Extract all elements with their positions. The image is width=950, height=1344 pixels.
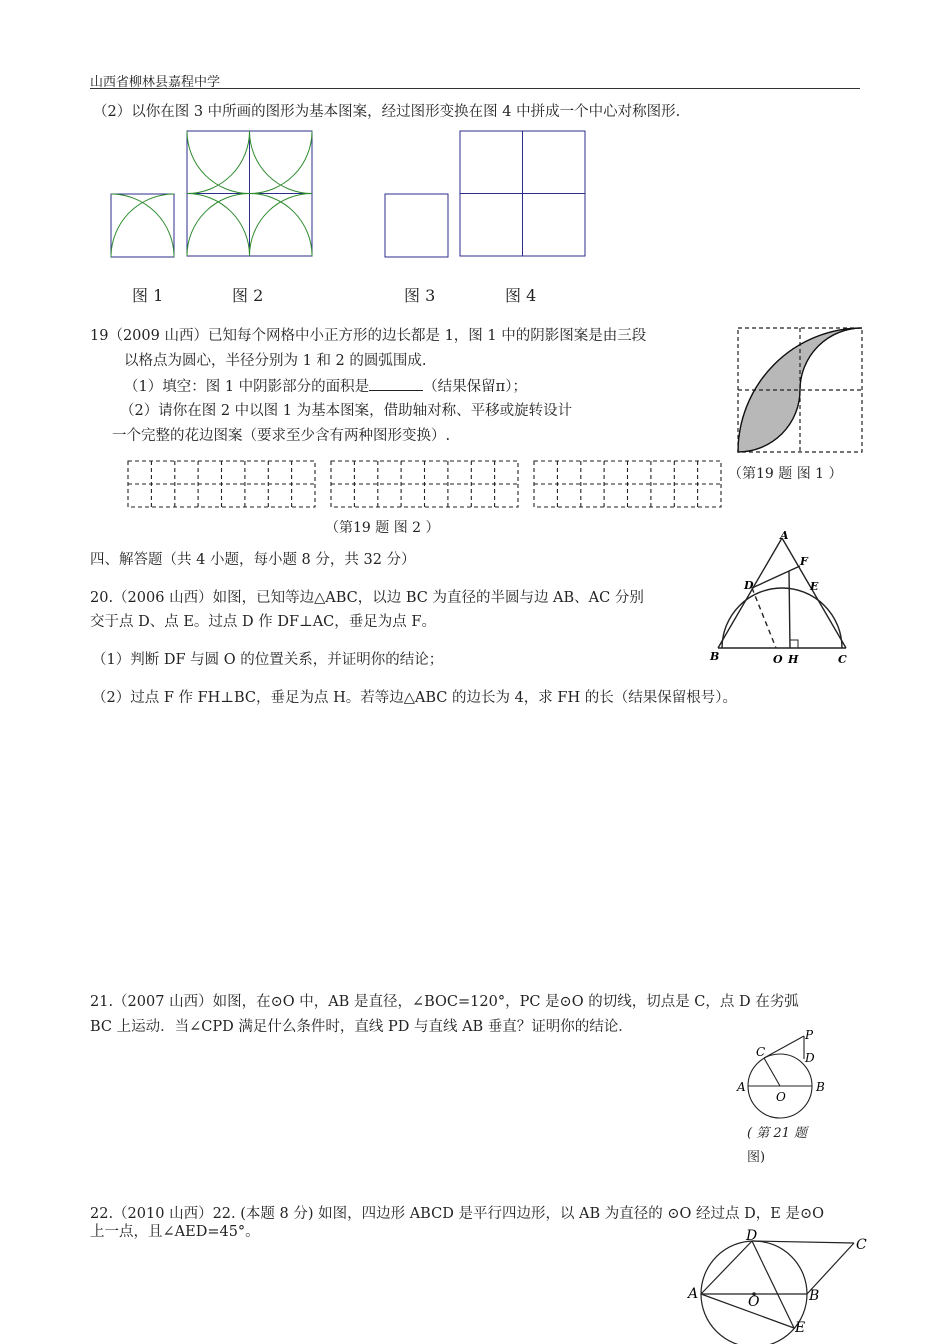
- q21-label-b: B: [816, 1080, 825, 1094]
- q18-figure-2: [186, 130, 314, 258]
- q19-figure-1: [737, 326, 863, 454]
- q18-figure-4: [459, 130, 587, 258]
- q21-label-p: P: [805, 1028, 814, 1042]
- q20-label-f: F: [800, 555, 808, 568]
- q22-line-1: 22.（2010 山西）22. (本题 8 分) 如图，四边形 ABCD 是平行四边形，以 AB 为直径的 ⊙O 经过点 D，E 是⊙O: [90, 1206, 825, 1222]
- q21-label-c: C: [756, 1045, 766, 1059]
- q20-part-2: （2）过点 F 作 FH⊥BC，垂足为点 H。若等边△ABC 的边长为 4，求 FH 的长（结果保留根号）。: [92, 690, 737, 706]
- q19-figure-1-caption: （第19 题 图 1 ）: [728, 466, 843, 482]
- q22-label-d: D: [746, 1228, 758, 1244]
- q20-label-h: H: [788, 653, 799, 666]
- section-4-heading: 四、解答题（共 4 小题，每小题 8 分，共 32 分）: [90, 552, 416, 568]
- q21-figure: [732, 1028, 832, 1120]
- q20-figure: [706, 526, 856, 668]
- q22-label-b: B: [809, 1288, 820, 1304]
- q20-label-a: A: [780, 529, 789, 542]
- q20-line-2: 交于点 D、点 E。过点 D 作 DF⊥AC，垂足为点 F。: [90, 614, 436, 630]
- q20-line-1: 20.（2006 山西）如图，已知等边△ABC，以边 BC 为直径的半圆与边 AB、AC 分别: [90, 590, 644, 606]
- q20-label-b: B: [710, 650, 720, 663]
- q18-figure-2-label: 图 2: [232, 286, 264, 305]
- answer-blank[interactable]: [369, 376, 423, 391]
- q22-figure: [684, 1224, 870, 1344]
- q19-line-1: 19（2009 山西）已知每个网格中小正方形的边长都是 1，图 1 中的阴影图案是由三段: [90, 328, 647, 344]
- q18-figure-3-label: 图 3: [404, 286, 436, 305]
- q20-label-c: C: [838, 653, 847, 666]
- q19-line-3: [124, 376, 527, 397]
- q18-part2-text: （2）以你在图 3 中所画的图形为基本图案，经过图形变换在图 4 中拼成一个中心对称图形.: [93, 104, 681, 120]
- q21-caption-1: ( 第 21 题: [747, 1126, 808, 1141]
- q18-figure-4-label: 图 4: [505, 286, 537, 305]
- q19-line-4: （2）请你在图 2 中以图 1 为基本图案，借助轴对称、平移或旋转设计: [120, 403, 573, 419]
- header-school: 山西省柳林县嘉程中学: [90, 75, 221, 90]
- q19-figure-2-caption: （第19 题 图 2 ）: [325, 520, 440, 536]
- q19-line-5: 一个完整的花边图案（要求至少含有两种图形变换）.: [112, 428, 451, 444]
- q21-label-o: O: [776, 1090, 786, 1104]
- q20-label-o: O: [773, 653, 783, 666]
- q22-label-o: O: [748, 1294, 760, 1310]
- q19-line-3-a: （1）填空：图 1 中阴影部分的面积是: [124, 379, 370, 395]
- q19-line-2: 以格点为圆心，半径分别为 1 和 2 的圆弧围成.: [124, 353, 427, 369]
- q21-caption-2: 图): [747, 1150, 766, 1165]
- q22-label-a: A: [688, 1286, 699, 1302]
- q18-figure-1: [110, 193, 176, 259]
- q19-figure-2-grid-1: [127, 460, 319, 510]
- q21-label-d: D: [805, 1051, 815, 1065]
- q21-line-1: 21.（2007 山西）如图，在⊙O 中，AB 是直径，∠BOC=120°，PC 是⊙O 的切线，切点是 C，点 D 在劣弧: [90, 994, 799, 1010]
- q22-label-c: C: [856, 1237, 867, 1253]
- q19-line-3-b: （结果保留π）；: [423, 379, 527, 395]
- q21-label-a: A: [737, 1080, 746, 1094]
- q20-part-1: （1）判断 DF 与圆 O 的位置关系，并证明你的结论；: [92, 652, 444, 668]
- q21-line-2: BC 上运动．当∠CPD 满足什么条件时，直线 PD 与直线 AB 垂直？证明你的结论．: [90, 1019, 633, 1035]
- q18-figure-1-label: 图 1: [132, 286, 164, 305]
- q19-figure-2-grid-2: [330, 460, 522, 510]
- q19-figure-2-grid-3: [533, 460, 725, 510]
- q20-label-e: E: [810, 580, 819, 593]
- header-rule: [90, 88, 860, 89]
- q20-label-d: D: [744, 579, 754, 592]
- q22-label-e: E: [795, 1320, 806, 1336]
- q18-figure-3: [384, 193, 450, 259]
- q22-line-2: 上一点，且∠AED=45°。: [90, 1224, 260, 1240]
